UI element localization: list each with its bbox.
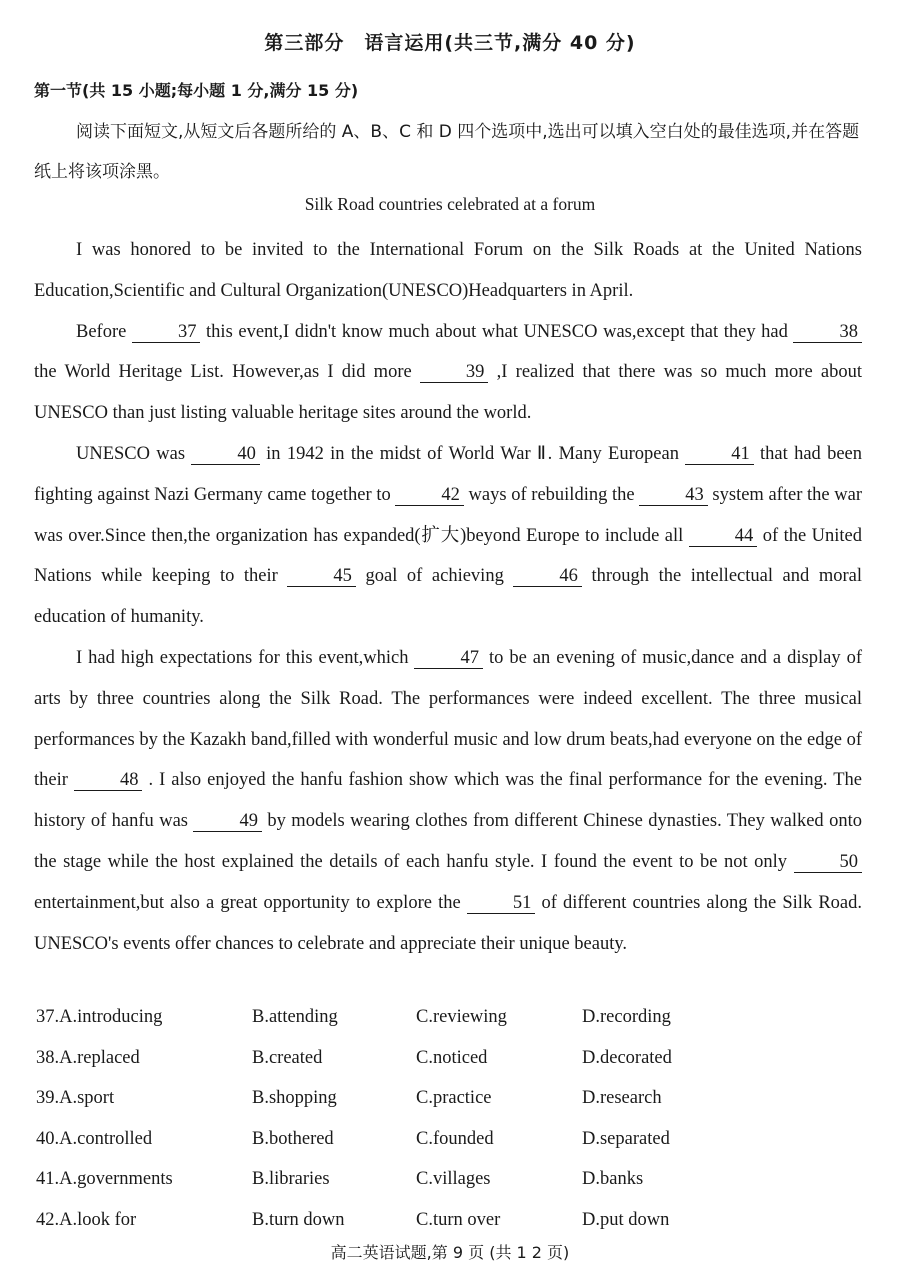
- paragraph-3: [34, 434, 862, 638]
- option-b: B.libraries: [252, 1169, 330, 1190]
- passage-title: Silk Road countries celebrated at a forum: [304, 194, 596, 214]
- option-b: B.bothered: [252, 1128, 334, 1149]
- option-d: D.recording: [582, 1007, 671, 1027]
- blank-41: 41: [685, 444, 754, 465]
- text-run: . I also enjoyed the hanfu fashion show which was the final performance for the evening. The history of hanfu was: [34, 770, 862, 832]
- option-b: B.turn down: [252, 1209, 345, 1230]
- question-40-options: [36, 1129, 876, 1170]
- blank-38: 38: [793, 322, 862, 343]
- option-c: C.practice: [416, 1088, 492, 1109]
- blank-49: 49: [193, 811, 262, 832]
- text-run: I had high expectations for this event,which: [76, 647, 415, 668]
- option-a: 41.A.governments: [36, 1169, 173, 1190]
- question-39-options: [36, 1088, 876, 1129]
- blank-45: 45: [287, 566, 356, 587]
- text-run: UNESCO was: [76, 443, 192, 464]
- question-37-options: [36, 1007, 876, 1048]
- option-d: D.put down: [582, 1209, 670, 1230]
- text-run: to be an evening of music,dance and a display of arts by three countries along the Silk Road. The performances were indeed excellent. The three musical performances by the Kazakh band,filled with wonderful music and low drum beats,had everyone on the edge of their: [34, 647, 862, 791]
- option-d: D.banks: [582, 1169, 644, 1190]
- option-b: B.created: [252, 1047, 323, 1068]
- option-c: C.founded: [416, 1128, 494, 1149]
- option-a: 40.A.controlled: [36, 1128, 153, 1149]
- option-a: 42.A.look for: [36, 1209, 137, 1230]
- blank-46: 46: [513, 566, 582, 587]
- blank-51: 51: [467, 893, 536, 914]
- option-b: B.shopping: [252, 1088, 337, 1109]
- text-run: through the intellectual and moral education of humanity.: [34, 566, 862, 628]
- option-d: D.separated: [582, 1128, 670, 1149]
- paragraph-4: [34, 638, 862, 964]
- text-run: system after the war was over.Since then,the organization has expanded(扩大)beyond Europe to include all: [34, 484, 863, 546]
- blank-39: 39: [420, 362, 489, 383]
- blank-43: 43: [639, 485, 708, 506]
- part-title: 第三部分 语言运用(共三节,满分 40 分): [264, 32, 636, 54]
- option-a: 37.A.introducing: [36, 1007, 163, 1027]
- passage-body: [34, 230, 862, 964]
- text-run: this event,I didn't know much about what UNESCO was,except that they had: [200, 321, 794, 342]
- text-run: of the United Nations while keeping to their: [34, 525, 862, 587]
- blank-44: 44: [689, 526, 758, 547]
- blank-48: 48: [74, 770, 143, 791]
- instructions: 阅读下面短文,从短文后各题所给的 A、B、C 和 D 四个选项中,选出可以填入空白处的最佳选项,并在答题纸上将该项涂黑。: [34, 122, 860, 182]
- option-b: B.attending: [252, 1007, 338, 1027]
- page-footer: 高二英语试题,第 9 页 (共 1 2 页): [330, 1243, 570, 1262]
- text-run: that had been fighting against Nazi Germany came together to: [34, 443, 863, 505]
- option-a: 39.A.sport: [36, 1088, 115, 1109]
- text-run: ways of rebuilding the: [463, 484, 640, 505]
- blank-42: 42: [395, 485, 464, 506]
- blank-50: 50: [794, 852, 863, 873]
- paragraph-2: [34, 312, 862, 434]
- text-run: by models wearing clothes from different Chinese dynasties. They walked onto the stage while the host explained the details of each hanfu style. I found the event to be not only: [34, 811, 862, 872]
- option-c: C.noticed: [416, 1047, 488, 1068]
- section-title: 第一节(共 15 小题;每小题 1 分,满分 15 分): [34, 81, 359, 100]
- text-run: Before: [76, 321, 132, 342]
- blank-40: 40: [191, 444, 260, 465]
- text-run: the World Heritage List. However,as I did more: [34, 362, 420, 383]
- text-run: of different countries along the Silk Road. UNESCO's events offer chances to celebrate and appreciate their unique beauty.: [34, 892, 863, 954]
- option-d: D.research: [582, 1088, 662, 1109]
- blank-37: 37: [132, 322, 201, 343]
- question-41-options: [36, 1169, 876, 1210]
- answer-options: [36, 1007, 876, 1251]
- text-run: in 1942 in the midst of World War Ⅱ. Many European: [259, 443, 686, 464]
- option-a: 38.A.replaced: [36, 1047, 140, 1068]
- text-run: goal of achieving: [355, 566, 514, 587]
- blank-47: 47: [414, 648, 483, 669]
- option-c: C.villages: [416, 1169, 491, 1190]
- option-c: C.reviewing: [416, 1007, 507, 1027]
- question-38-options: [36, 1048, 876, 1089]
- text-run: ,I realized that there was so much more about UNESCO than just listing valuable heritage sites around the world.: [34, 362, 862, 424]
- paragraph-1: I was honored to be invited to the International Forum on the Silk Roads at the United Nations Education,Scientific and Cultural Organization(UNESCO)Headquarters in April.: [34, 240, 862, 301]
- option-d: D.decorated: [582, 1047, 672, 1068]
- option-c: C.turn over: [416, 1209, 501, 1230]
- text-run: entertainment,but also a great opportunity to explore the: [34, 892, 467, 913]
